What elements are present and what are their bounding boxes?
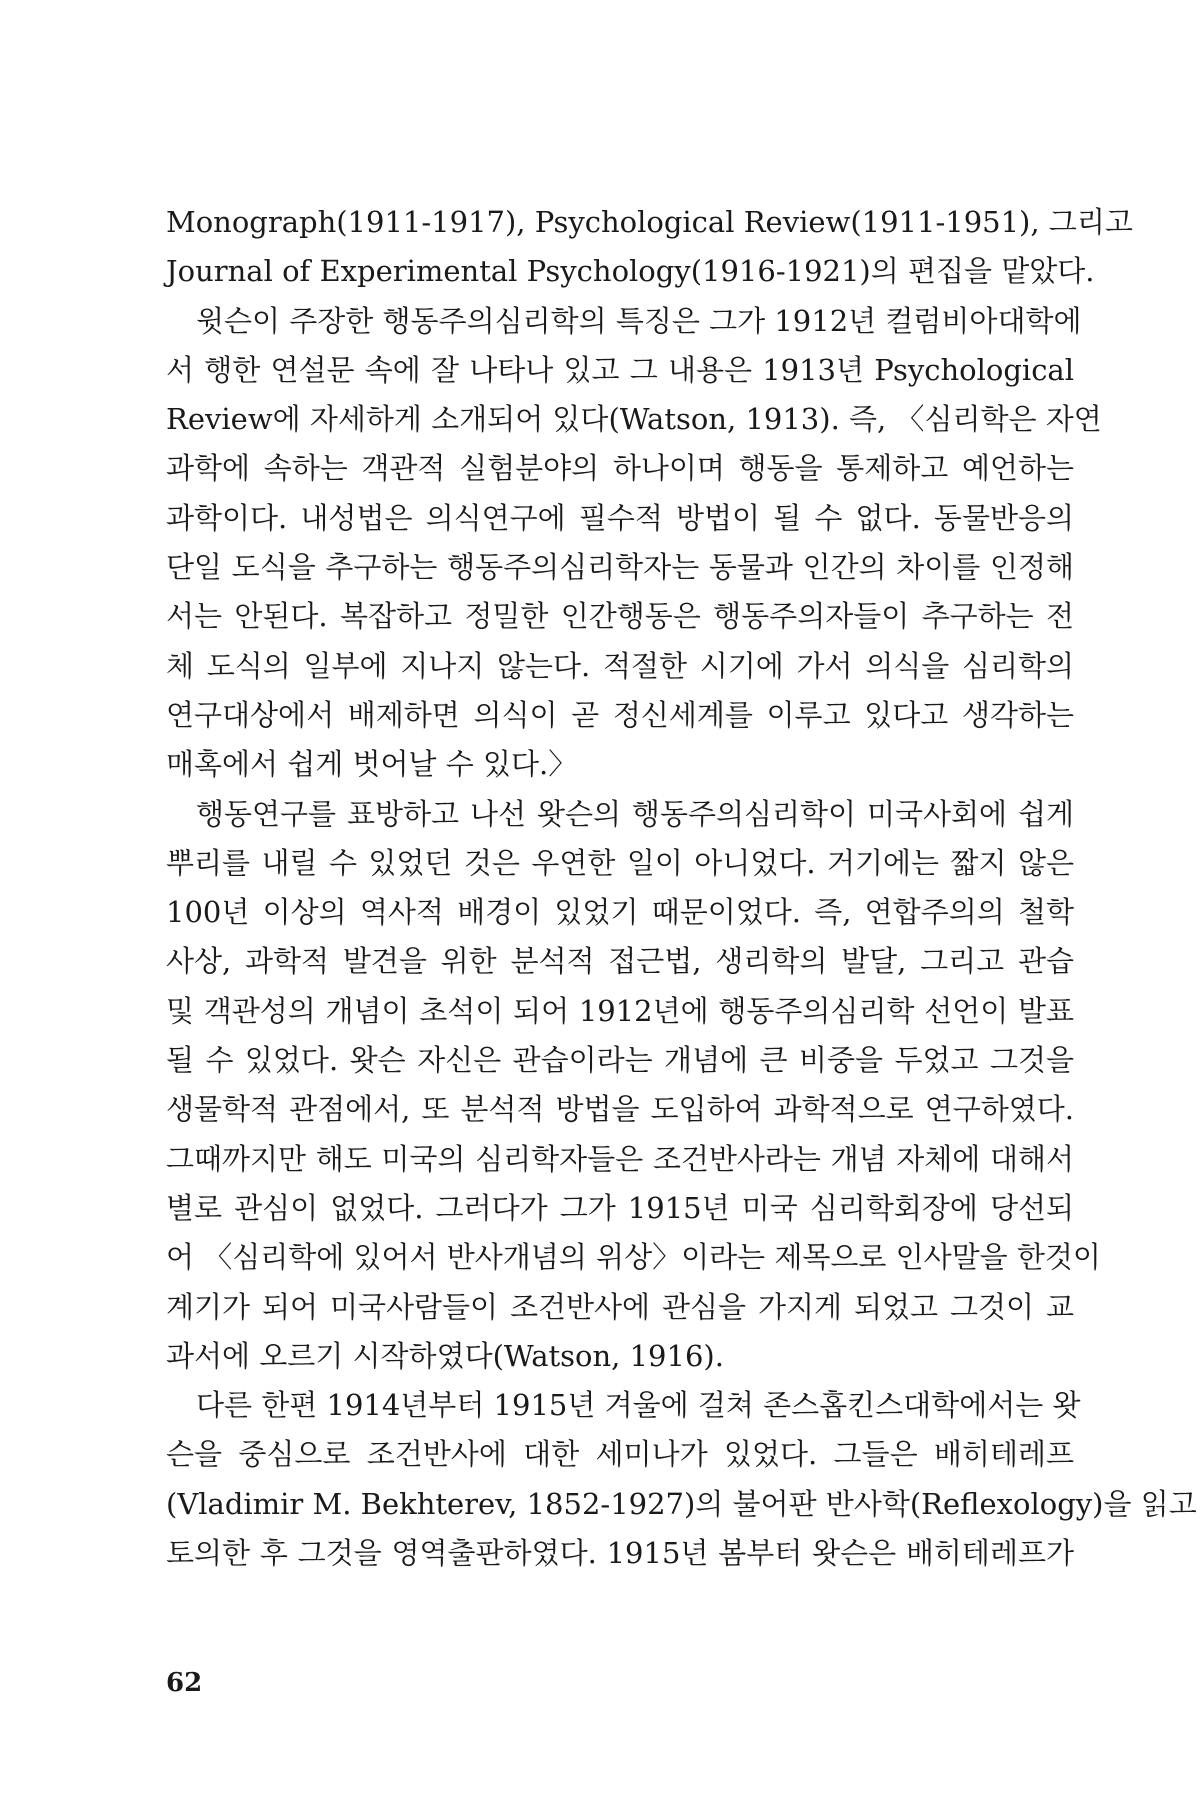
paragraph-start-line: 행동연구를 표방하고 나선 왓슨의 행동주의심리학이 미국사회에 쉽게: [196, 796, 1074, 831]
text-line: (Vladimir M. Bekhterev, 1852-1927)의 불어판 반사학(Reflexology)을 읽고: [166, 1486, 1197, 1521]
page-number: 62: [166, 1668, 203, 1698]
paragraph-start-line: 윗슨이 주장한 행동주의심리학의 특징은 그가 1912년 컬럼비아대학에: [196, 303, 1082, 338]
text-line: Journal of Experimental Psychology(1916-1921)의 편집을 맡았다.: [166, 254, 1095, 289]
text-line: 그때까지만 해도 미국의 심리학자들은 조건반사라는 개념 자체에 대해서: [166, 1141, 1074, 1176]
text-line: 서는 안된다. 복잡하고 정밀한 인간행동은 행동주의자들이 추구하는 전: [166, 599, 1074, 634]
text-line: 과학에 속하는 객관적 실험분야의 하나이며 행동을 통제하고 예언하는: [166, 451, 1074, 486]
text-line: 계기가 되어 미국사람들이 조건반사에 관심을 가지게 되었고 그것이 교: [166, 1289, 1074, 1324]
text-line: 서 행한 연설문 속에 잘 나타나 있고 그 내용은 1913년 Psychological: [166, 352, 1074, 387]
text-line: Review에 자세하게 소개되어 있다(Watson, 1913). 즉, 〈심리학은 자연: [166, 402, 1102, 437]
text-line: 체 도식의 일부에 지나지 않는다. 적절한 시기에 가서 의식을 심리학의: [166, 648, 1074, 683]
text-line: 사상, 과학적 발견을 위한 분석적 접근법, 생리학의 발달, 그리고 관습: [166, 944, 1074, 979]
text-line: 과학이다. 내성법은 의식연구에 필수적 방법이 될 수 없다. 동물반응의: [166, 500, 1074, 535]
text-line: 뿌리를 내릴 수 있었던 것은 우연한 일이 아니었다. 거기에는 짧지 않은: [166, 845, 1074, 880]
text-line: 될 수 있었다. 왓슨 자신은 관습이라는 개념에 큰 비중을 두었고 그것을: [166, 1043, 1074, 1078]
text-line: 100년 이상의 역사적 배경이 있었기 때문이었다. 즉, 연합주의의 철학: [166, 895, 1074, 930]
text-line: 생물학적 관점에서, 또 분석적 방법을 도입하여 과학적으로 연구하였다.: [166, 1092, 1074, 1127]
text-line: 매혹에서 쉽게 벗어날 수 있다.〉: [166, 747, 578, 782]
text-line: 및 객관성의 개념이 초석이 되어 1912년에 행동주의심리학 선언이 발표: [166, 993, 1074, 1028]
text-line: 과서에 오르기 시작하였다(Watson, 1916).: [166, 1338, 724, 1373]
text-line: 단일 도식을 추구하는 행동주의심리학자는 동물과 인간의 차이를 인정해: [166, 550, 1074, 585]
body-text: [166, 198, 1197, 1578]
text-line: Monograph(1911-1917), Psychological Review(1911-1951), 그리고: [166, 205, 1133, 239]
text-line: 연구대상에서 배제하면 의식이 곧 정신세계를 이루고 있다고 생각하는: [166, 697, 1074, 732]
text-line: 별로 관심이 없었다. 그러다가 그가 1915년 미국 심리학회장에 당선되: [166, 1190, 1074, 1225]
text-line: 슨을 중심으로 조건반사에 대한 세미나가 있었다. 그들은 배히테레프: [166, 1437, 1074, 1472]
paragraph-start-line: 다른 한편 1914년부터 1915년 겨울에 걸쳐 존스홉킨스대학에서는 왓: [196, 1388, 1081, 1423]
text-line: 어 〈심리학에 있어서 반사개념의 위상〉이라는 제목으로 인사말을 한것이: [166, 1240, 1101, 1275]
text-line: 토의한 후 그것을 영역출판하였다. 1915년 봄부터 왓슨은 배히테레프가: [166, 1536, 1074, 1571]
